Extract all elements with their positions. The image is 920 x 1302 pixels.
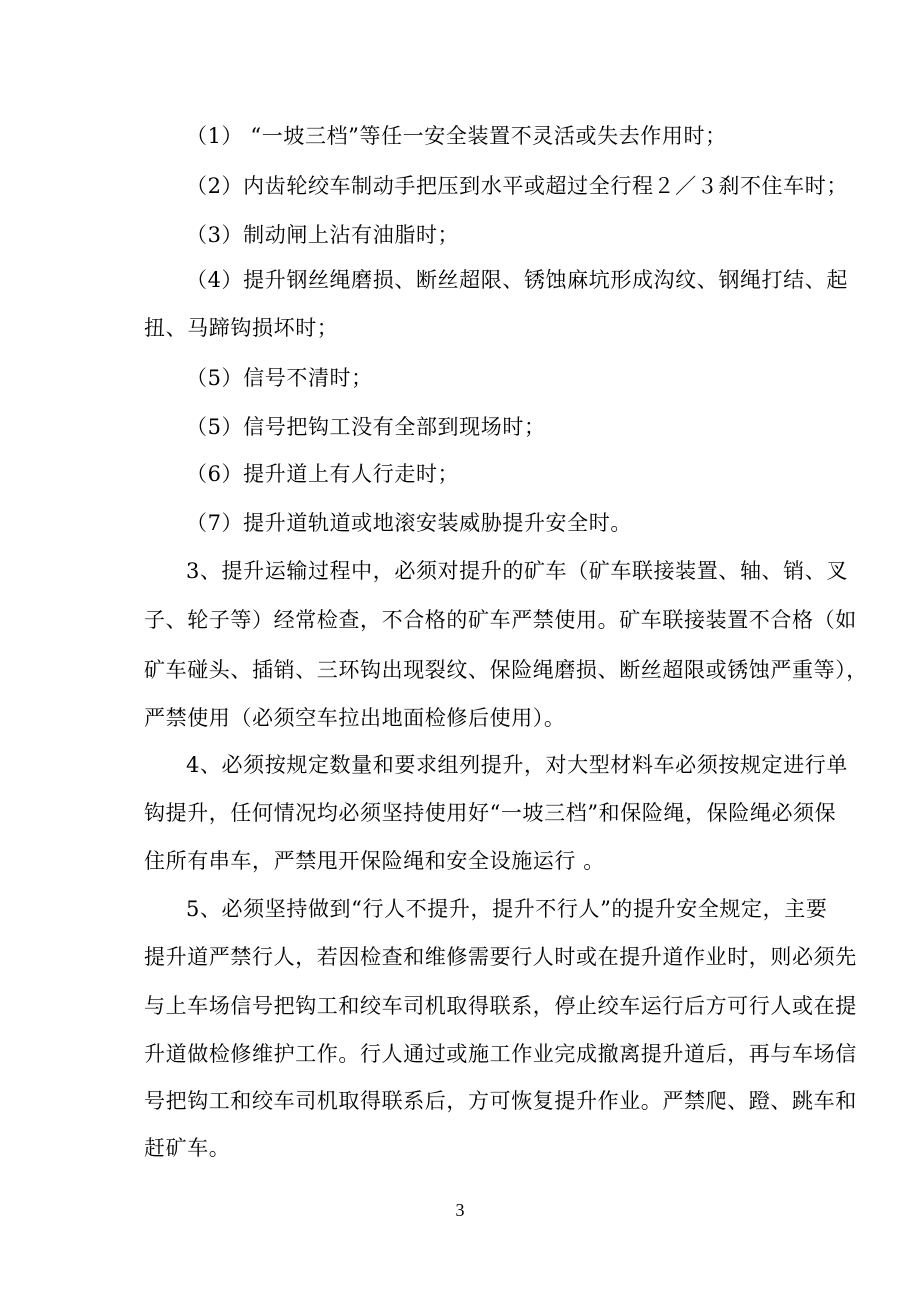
paragraph-4-line-2: 钩提升，任何情况均必须坚持使用好“一坡三档”和保险绳，保险绳必须保: [144, 801, 837, 825]
paragraph-3-line-4: 严禁使用（必须空车拉出地面检修后使用）。: [144, 706, 566, 730]
paragraph-5-line-1: 5、必须坚持做到“行人不提升，提升不行人”的提升安全规定，主要: [186, 897, 828, 921]
paragraph-5-line-5: 号把钩工和绞车司机取得联系后，方可恢复提升作业。严禁爬、蹬、跳车和: [144, 1089, 857, 1113]
paragraph-4-line-1: 4、必须按规定数量和要求组列提升，对大型材料车必须按规定进行单: [186, 753, 848, 777]
paragraph-3-line-3: 矿车碰头、插销、三环钩出现裂纹、保险绳磨损、断丝超限或锈蚀严重等），: [144, 658, 868, 682]
paragraph-5-line-4: 升道做检修维护工作。行人通过或施工作业完成撤离提升道后，再与车场信: [144, 1042, 857, 1066]
paragraph-5-line-2: 提升道严禁行人，若因检查和维修需要行人时或在提升道作业时，则必须先: [144, 945, 857, 969]
page-number: 3: [455, 1200, 465, 1220]
paragraph-3-line-2: 子、轮子等）经常检查，不合格的矿车严禁使用。矿车联接装置不合格（如: [144, 608, 857, 632]
list-item-3: （3）制动闸上沾有油脂时；: [186, 223, 460, 247]
list-item-4-continued: 扭、马蹄钩损坏时；: [144, 316, 339, 340]
list-item-5: （5）信号不清时；: [186, 366, 373, 390]
list-item-1: （1） “一坡三档”等任一安全装置不灵活或失去作用时；: [186, 124, 727, 148]
list-item-6: （6）提升道上有人行走时；: [186, 462, 460, 486]
list-item-4: （4）提升钢丝绳磨损、断丝超限、锈蚀麻坑形成沟纹、钢绳打结、起: [186, 268, 848, 292]
paragraph-5-line-6: 赶矿车。: [144, 1136, 231, 1160]
list-item-5b: （5）信号把钩工没有全部到现场时；: [186, 415, 546, 439]
list-item-2: （2）内齿轮绞车制动手把压到水平或超过全行程２／３刹不住车时；: [186, 174, 848, 198]
paragraph-5-line-3: 与上车场信号把钩工和绞车司机取得联系，停止绞车运行后方可行人或在提: [144, 994, 857, 1018]
paragraph-4-line-3: 住所有串车，严禁甩开保险绳和安全设施运行 。: [144, 849, 605, 873]
paragraph-3-line-1: 3、提升运输过程中，必须对提升的矿车（矿车联接装置、轴、销、叉: [186, 559, 848, 583]
list-item-7: （7）提升道轨道或地滚安装威胁提升安全时。: [186, 511, 632, 535]
